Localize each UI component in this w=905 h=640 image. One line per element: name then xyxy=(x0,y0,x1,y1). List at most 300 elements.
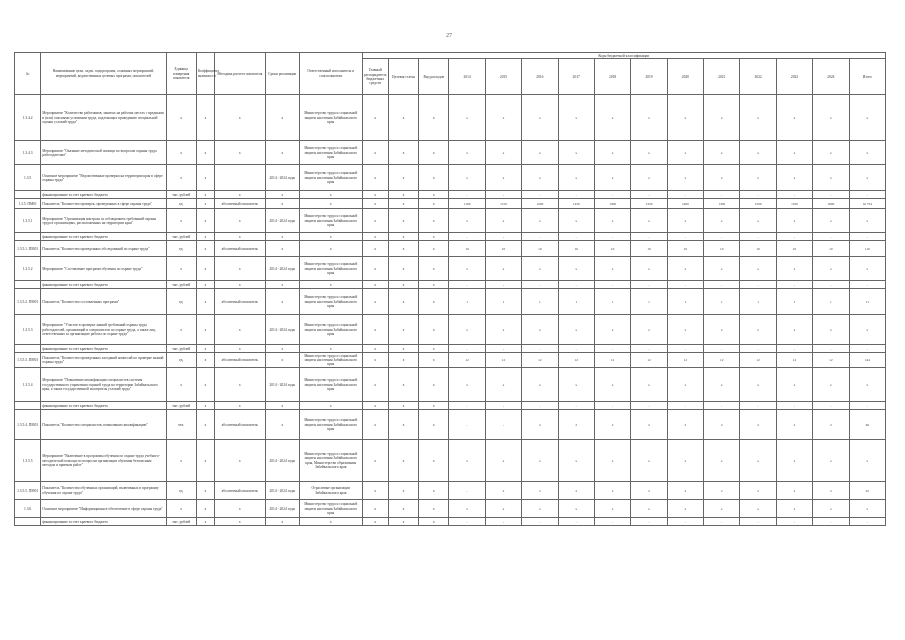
row-terms: x xyxy=(265,410,299,440)
row-year-value: x xyxy=(449,500,485,518)
row-year-value: x xyxy=(667,257,703,281)
row-year-value: - xyxy=(449,410,485,440)
row-article: x xyxy=(388,165,418,191)
row-article: x xyxy=(388,257,418,281)
row-year-value: - xyxy=(704,402,740,410)
row-year-value: x xyxy=(740,368,776,402)
table-row xyxy=(15,482,886,500)
row-name: финансирование за счет краевого бюджета xyxy=(41,518,166,526)
header-year-2020: 2020 xyxy=(667,59,703,95)
header-responsible: Ответственный исполнитель и соисполнители xyxy=(299,53,362,95)
row-responsible: Министерство труда и социальной защиты населения Забайкальского края xyxy=(299,289,362,315)
row-article: x xyxy=(388,500,418,518)
row-year-value: x xyxy=(594,141,630,165)
row-article: x xyxy=(388,440,418,482)
row-year-value: x xyxy=(776,165,812,191)
row-expense-type: x xyxy=(419,482,449,500)
row-method: абсолютный показатель xyxy=(215,289,266,315)
row-total: x xyxy=(849,440,885,482)
row-coefficient: x xyxy=(196,345,214,353)
row-method xyxy=(215,165,266,191)
row-unit: тыс. рублей xyxy=(166,402,196,410)
row-article: x xyxy=(388,315,418,345)
row-total: - xyxy=(849,281,885,289)
row-terms: 2014 - 2024 годы xyxy=(265,165,299,191)
row-total: - xyxy=(849,402,885,410)
row-unit: x xyxy=(166,440,196,482)
row-number xyxy=(15,518,41,526)
row-year-value: x xyxy=(667,315,703,345)
row-year-value: x xyxy=(776,209,812,233)
row-year-value: - xyxy=(594,345,630,353)
row-year-value: x xyxy=(594,95,630,141)
row-coefficient: x xyxy=(196,257,214,281)
row-number: 1.3.5.5 xyxy=(15,440,41,482)
row-year-value: x xyxy=(522,165,558,191)
row-year-value: x xyxy=(740,440,776,482)
row-terms: x xyxy=(265,345,299,353)
row-year-value: x xyxy=(485,209,521,233)
row-year-value: 2 xyxy=(776,482,812,500)
row-responsible: Отраслевые организации Забайкальского края xyxy=(299,482,362,500)
row-responsible: Министерство труда и социальной защиты населения Забайкальского края xyxy=(299,209,362,233)
row-year-value: 12 xyxy=(594,353,630,368)
row-year-value: - xyxy=(449,402,485,410)
row-year-value: x xyxy=(449,95,485,141)
row-year-value: x xyxy=(449,257,485,281)
row-year-value: - xyxy=(485,191,521,199)
row-year-value: x xyxy=(449,315,485,345)
row-year-value: - xyxy=(704,345,740,353)
row-year-value: 1350 xyxy=(631,199,667,209)
row-year-value: x xyxy=(522,500,558,518)
row-method: абсолютный показатель xyxy=(215,199,266,209)
row-year-value: x xyxy=(776,500,812,518)
header-number: № xyxy=(15,53,41,95)
row-year-value: 10 xyxy=(522,241,558,257)
row-method: x xyxy=(215,315,266,345)
row-year-value: 1 xyxy=(813,289,849,315)
row-year-value: - xyxy=(813,402,849,410)
row-year-value: 1450 xyxy=(704,199,740,209)
row-total: 144 xyxy=(849,353,885,368)
row-year-value: - xyxy=(558,518,594,526)
row-year-value: - xyxy=(667,191,703,199)
row-year-value: - xyxy=(667,518,703,526)
row-expense-type: x xyxy=(419,289,449,315)
row-name: Мероприятие "Повышение квалификации специалистов системы государственного управления охраной труда на территории Забайкальского края, а также государственной экспертизы условий труда" xyxy=(41,368,166,402)
row-method: x xyxy=(215,368,266,402)
row-year-value: - xyxy=(594,402,630,410)
row-year-value: 2 xyxy=(740,410,776,440)
row-year-value: 2 xyxy=(522,482,558,500)
table-body xyxy=(15,95,886,526)
program-table xyxy=(14,52,886,526)
row-expense-type: x xyxy=(419,209,449,233)
table-row xyxy=(15,289,886,315)
row-year-value: x xyxy=(449,209,485,233)
row-year-value: 10 xyxy=(704,241,740,257)
row-manager: x xyxy=(362,257,388,281)
row-year-value: 12 xyxy=(740,353,776,368)
row-year-value: x xyxy=(449,440,485,482)
row-article: x xyxy=(388,345,418,353)
row-coefficient: x xyxy=(196,141,214,165)
row-year-value: x xyxy=(740,500,776,518)
row-year-value: 1 xyxy=(667,289,703,315)
row-method: x xyxy=(215,191,266,199)
row-name: Показатель "Количество составленных программ" xyxy=(41,289,166,315)
row-expense-type: x xyxy=(419,345,449,353)
row-year-value: x xyxy=(704,95,740,141)
header-main-manager: Главный распорядитель бюджетных средств xyxy=(362,59,388,95)
row-responsible: Министерство труда и социальной защиты населения Забайкальского края xyxy=(299,257,362,281)
row-year-value: 1200 xyxy=(522,199,558,209)
row-year-value: - xyxy=(522,281,558,289)
row-year-value: x xyxy=(704,368,740,402)
header-coefficient: Коэффициент значимости xyxy=(196,53,214,95)
row-year-value: x xyxy=(813,440,849,482)
row-method: x xyxy=(215,518,266,526)
row-name: Мероприятие "Количество работников, занятых на рабочих местах с вредными и (или) опасными условиями труда, подлежащих проведению специальной оценки условий труда" xyxy=(41,95,166,141)
row-year-value: x xyxy=(522,440,558,482)
row-article: x xyxy=(388,410,418,440)
row-number: 1.3.6 xyxy=(15,500,41,518)
row-manager: x xyxy=(362,233,388,241)
page-number: 27 xyxy=(446,33,452,39)
row-terms: 2014 - 2024 годы xyxy=(265,257,299,281)
row-year-value: - xyxy=(704,191,740,199)
row-unit: x xyxy=(166,165,196,191)
row-name: Показатель "Количество обученных организаций, включенных в программу обучения по охране труда" xyxy=(41,482,166,500)
row-coefficient: x xyxy=(196,315,214,345)
row-year-value: 10 xyxy=(813,241,849,257)
row-name: Показатель "Количество проведенных заседаний комиссий по проверке знаний охраны труда" xyxy=(41,353,166,368)
row-year-value: x xyxy=(813,315,849,345)
row-year-value: x xyxy=(776,368,812,402)
row-name: Основное мероприятие "Ведомственные проверки на территории края в сфере охраны труда" xyxy=(41,165,166,191)
row-terms: x xyxy=(265,281,299,289)
row-name: Мероприятие "Составление программ обучения по охране труда" xyxy=(41,257,166,281)
row-year-value: x xyxy=(813,257,849,281)
row-expense-type: x xyxy=(419,440,449,482)
row-year-value: x xyxy=(449,165,485,191)
row-year-value: x xyxy=(667,165,703,191)
row-year-value: x xyxy=(485,257,521,281)
row-year-value: x xyxy=(631,165,667,191)
row-year-value: x xyxy=(449,141,485,165)
header-name: Наименование цели, задач, подпрограмм, основных мероприятий, мероприятий, ведомственных целевых программ, показателей xyxy=(41,53,166,95)
row-year-value: - xyxy=(813,191,849,199)
row-coefficient: x xyxy=(196,518,214,526)
row-year-value: - xyxy=(449,345,485,353)
row-year-value: 10 xyxy=(667,241,703,257)
financing-row xyxy=(15,518,886,526)
row-terms: x xyxy=(265,191,299,199)
row-year-value: x xyxy=(558,141,594,165)
row-year-value: 12 xyxy=(485,353,521,368)
row-responsible: Министерство труда и социальной защиты населения Забайкальского края xyxy=(299,315,362,345)
row-year-value: 2 xyxy=(667,410,703,440)
row-year-value: x xyxy=(813,95,849,141)
row-year-value: 1 xyxy=(522,289,558,315)
row-year-value: x xyxy=(776,95,812,141)
row-year-value: 2 xyxy=(631,482,667,500)
row-responsible: x xyxy=(299,281,362,289)
row-year-value: x xyxy=(813,141,849,165)
row-article: x xyxy=(388,209,418,233)
row-year-value: x xyxy=(740,141,776,165)
row-year-value: 10 xyxy=(485,241,521,257)
header-terms: Сроки реализации xyxy=(265,53,299,95)
row-unit: x xyxy=(166,368,196,402)
table-header xyxy=(15,53,886,95)
row-year-value: 12 xyxy=(449,353,485,368)
row-terms: 2014 - 2024 годы xyxy=(265,368,299,402)
row-year-value: 1 xyxy=(631,289,667,315)
row-method: x xyxy=(215,345,266,353)
header-year-2018: 2018 xyxy=(594,59,630,95)
row-year-value: - xyxy=(813,233,849,241)
row-number xyxy=(15,191,41,199)
row-year-value: - xyxy=(740,402,776,410)
header-year-2015: 2015 xyxy=(485,59,521,95)
row-expense-type: x xyxy=(419,402,449,410)
row-expense-type: x xyxy=(419,241,449,257)
row-year-value: 1 xyxy=(449,289,485,315)
row-number: 1.3.5 xyxy=(15,165,41,191)
row-year-value: 12 xyxy=(631,353,667,368)
row-year-value: - xyxy=(485,518,521,526)
table-row xyxy=(15,315,886,345)
row-unit: тыс. рублей xyxy=(166,233,196,241)
row-year-value: x xyxy=(776,257,812,281)
row-year-value: 10 xyxy=(776,241,812,257)
table-row xyxy=(15,199,886,209)
row-method: x xyxy=(215,141,266,165)
row-total: - xyxy=(849,191,885,199)
row-total: x xyxy=(849,141,885,165)
row-year-value: 2 xyxy=(667,482,703,500)
row-total: x xyxy=(849,500,885,518)
row-year-value: 12 xyxy=(776,353,812,368)
row-year-value: x xyxy=(813,209,849,233)
row-number: 1.3.4.2 xyxy=(15,95,41,141)
row-number: 1.3.5.3 xyxy=(15,315,41,345)
row-year-value: x xyxy=(522,257,558,281)
row-expense-type: x xyxy=(419,191,449,199)
row-year-value: 1 xyxy=(558,289,594,315)
row-article: x xyxy=(388,353,418,368)
row-method: абсолютный показатель xyxy=(215,410,266,440)
row-article: x xyxy=(388,199,418,209)
row-year-value: x xyxy=(740,95,776,141)
row-year-value: x xyxy=(485,315,521,345)
header-budget-codes: Коды бюджетной классификации xyxy=(362,53,885,59)
row-year-value: x xyxy=(740,209,776,233)
row-name: Показатель "Количество специалистов, повысивших квалификацию" xyxy=(41,410,166,440)
row-year-value: 2 xyxy=(522,410,558,440)
row-article: x xyxy=(388,518,418,526)
row-expense-type: x xyxy=(419,141,449,165)
row-year-value: 10 xyxy=(740,241,776,257)
row-year-value: 12 xyxy=(558,353,594,368)
row-number: 1.3.5.2. ПМ01 xyxy=(15,289,41,315)
row-year-value: x xyxy=(594,368,630,402)
row-expense-type: x xyxy=(419,410,449,440)
row-responsible: Министерство труда и социальной защиты населения Забайкальского края xyxy=(299,410,362,440)
row-number: 1.3.4.3 xyxy=(15,141,41,165)
row-responsible: Министерство труда и социальной защиты населения Забайкальского края xyxy=(299,95,362,141)
row-method: абсолютный показатель xyxy=(215,482,266,500)
row-year-value: - xyxy=(704,233,740,241)
table-row xyxy=(15,209,886,233)
row-expense-type: x xyxy=(419,165,449,191)
row-year-value: - xyxy=(740,518,776,526)
row-unit: x xyxy=(166,209,196,233)
row-year-value: - xyxy=(813,281,849,289)
row-year-value: x xyxy=(631,95,667,141)
row-year-value: 10 xyxy=(631,241,667,257)
row-responsible: Министерство труда и социальной защиты населения Забайкальского края, Министерство образования Забайкальского края xyxy=(299,440,362,482)
financing-row xyxy=(15,281,886,289)
row-year-value: x xyxy=(558,257,594,281)
row-terms: 2014 - 2024 годы xyxy=(265,315,299,345)
row-year-value: x xyxy=(631,368,667,402)
row-manager: x xyxy=(362,315,388,345)
row-coefficient: x xyxy=(196,500,214,518)
row-year-value: x xyxy=(594,165,630,191)
row-responsible: Министерство труда и социальной защиты населения Забайкальского края xyxy=(299,500,362,518)
row-year-value: 12 xyxy=(667,353,703,368)
table-row xyxy=(15,257,886,281)
row-year-value: - xyxy=(558,281,594,289)
row-year-value: - xyxy=(776,233,812,241)
row-year-value: 1400 xyxy=(667,199,703,209)
row-terms: x xyxy=(265,95,299,141)
financing-row xyxy=(15,191,886,199)
row-coefficient: x xyxy=(196,353,214,368)
row-year-value: - xyxy=(558,233,594,241)
row-coefficient: x xyxy=(196,209,214,233)
row-name: Мероприятие "Организация контроля за соблюдением требований охраны труда в организациях, расположенных на территории края" xyxy=(41,209,166,233)
row-year-value: x xyxy=(740,315,776,345)
row-expense-type: x xyxy=(419,368,449,402)
financing-row xyxy=(15,233,886,241)
row-terms: 2014 - 2024 годы xyxy=(265,482,299,500)
row-year-value: x xyxy=(813,165,849,191)
program-table-sheet xyxy=(14,52,886,526)
financing-row xyxy=(15,345,886,353)
row-year-value: x xyxy=(740,165,776,191)
row-year-value: 1 xyxy=(704,289,740,315)
row-number: 1.3.5.5. ПМ01 xyxy=(15,482,41,500)
row-number xyxy=(15,345,41,353)
row-manager: x xyxy=(362,368,388,402)
row-manager: x xyxy=(362,482,388,500)
row-unit: тыс. рублей xyxy=(166,345,196,353)
row-expense-type: x xyxy=(419,281,449,289)
row-year-value: - xyxy=(522,402,558,410)
row-total: - xyxy=(849,233,885,241)
row-unit: ед. xyxy=(166,241,196,257)
row-expense-type: x xyxy=(419,500,449,518)
row-name: финансирование за счет краевого бюджета xyxy=(41,233,166,241)
row-manager: x xyxy=(362,191,388,199)
row-year-value: x xyxy=(485,500,521,518)
row-expense-type: x xyxy=(419,257,449,281)
header-year-2023: 2023 xyxy=(776,59,812,95)
row-number: 1.3.5.3. ПМ01 xyxy=(15,353,41,368)
row-year-value: - xyxy=(631,191,667,199)
row-year-value: - xyxy=(813,345,849,353)
table-row xyxy=(15,410,886,440)
row-year-value: 2 xyxy=(704,410,740,440)
row-total: x xyxy=(849,315,885,345)
row-year-value: x xyxy=(667,500,703,518)
row-year-value: x xyxy=(558,368,594,402)
row-year-value: - xyxy=(776,402,812,410)
row-number: 1.3.5.4 xyxy=(15,368,41,402)
row-year-value: 2 xyxy=(558,482,594,500)
row-article: x xyxy=(388,141,418,165)
row-year-value: 12 xyxy=(704,353,740,368)
row-unit: x xyxy=(166,141,196,165)
row-method: x xyxy=(215,402,266,410)
row-year-value: - xyxy=(704,281,740,289)
header-year-2021: 2021 xyxy=(704,59,740,95)
row-year-value: 2 xyxy=(813,410,849,440)
row-year-value: - xyxy=(667,402,703,410)
row-method: x xyxy=(215,500,266,518)
table-row xyxy=(15,95,886,141)
row-name: финансирование за счет краевого бюджета xyxy=(41,402,166,410)
row-article: x xyxy=(388,233,418,241)
table-row xyxy=(15,165,886,191)
row-year-value: x xyxy=(485,368,521,402)
row-year-value: x xyxy=(485,165,521,191)
row-year-value: 10 xyxy=(594,241,630,257)
row-year-value: 1 xyxy=(485,289,521,315)
header-target-article: Целевая статья xyxy=(388,59,418,95)
row-year-value: - xyxy=(558,345,594,353)
header-year-2024: 2024 xyxy=(813,59,849,95)
row-number xyxy=(15,281,41,289)
row-unit: x xyxy=(166,95,196,141)
row-year-value: x xyxy=(704,209,740,233)
row-year-value: - xyxy=(740,191,776,199)
row-year-value: x xyxy=(558,209,594,233)
row-name: Мероприятие "Включение в программы обучения по охране труда учебного-методической помощи по вопросам организации обучения безопасным методам и приемам работ" xyxy=(41,440,166,482)
row-year-value: 10 xyxy=(449,241,485,257)
row-year-value: - xyxy=(631,345,667,353)
row-year-value: - xyxy=(522,233,558,241)
row-year-value: x xyxy=(558,440,594,482)
row-terms: x xyxy=(265,402,299,410)
row-coefficient: x xyxy=(196,440,214,482)
row-year-value: x xyxy=(667,95,703,141)
row-responsible: x xyxy=(299,402,362,410)
row-expense-type: x xyxy=(419,315,449,345)
row-coefficient: x xyxy=(196,368,214,402)
row-expense-type: x xyxy=(419,199,449,209)
row-total: x xyxy=(849,95,885,141)
row-manager: x xyxy=(362,518,388,526)
row-article: x xyxy=(388,191,418,199)
row-expense-type: x xyxy=(419,233,449,241)
header-year-2017: 2017 xyxy=(558,59,594,95)
row-year-value: - xyxy=(558,191,594,199)
